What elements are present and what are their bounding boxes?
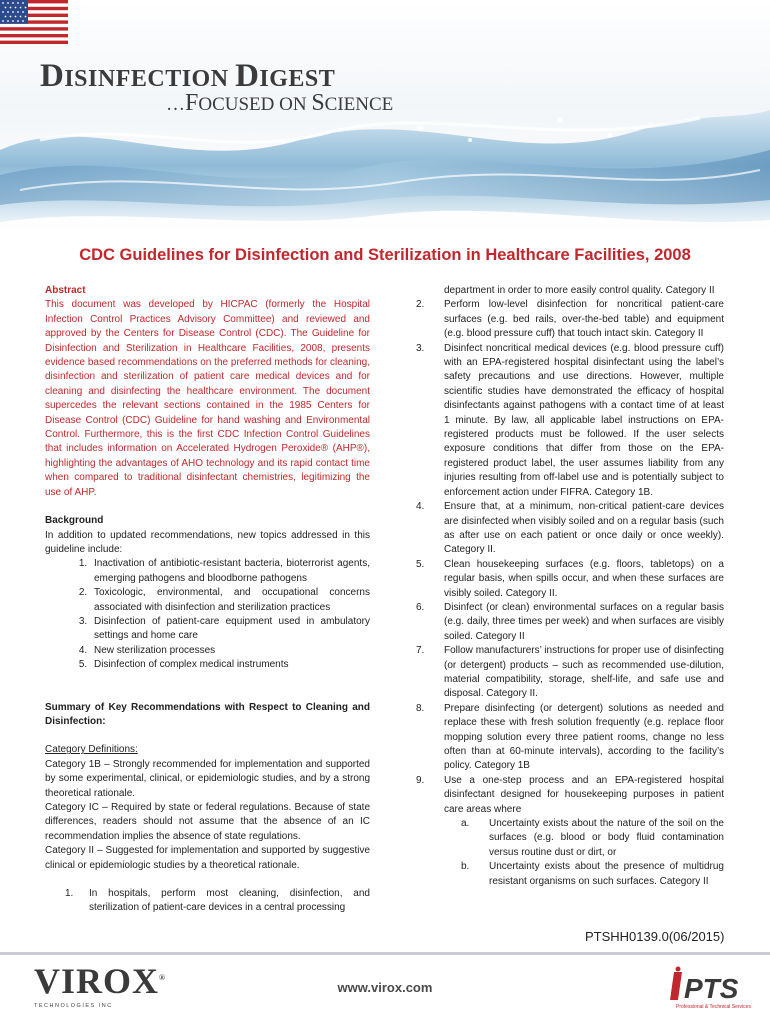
- recommendation-item: 7. Follow manufacturers’ instructions for proper use of disinfecting (or detergent) products – such as recommended use-dilution, material compatibility, storage, shelf-life, and safe use and disposal. Category II.: [416, 645, 724, 700]
- recommendation-item: 3. Disinfect noncritical medical devices (e.g. blood pressure cuff) with an EPA-registered hospital disinfectant using the label’s safety precautions and use directions. However, multiple scientific studies have demonstrated the efficacy of hospital disinfectants against pathogens with a contact time of at least 1 minute. By law, all applicable label instructions on EPA-registered products must be followed. If the user selects exposure conditions that differ from those on the EPA-registered product label, the user assumes liability from any injuries resulting from off-label use and is potentially subject to enforcement action under FIFRA. Category 1B.: [416, 342, 724, 498]
- list-item: 5. Disinfection of complex medical instruments: [90, 658, 370, 672]
- recommendation-item: 9. Use a one-step process and an EPA-registered hospital disinfectant designed for housekeeping purposes in patient care areas where: [416, 774, 724, 815]
- category-definition: Category II – Suggested for implementation and supported by suggestive clinical or epidemiologic studies by a theoretical rationale.: [45, 845, 370, 871]
- list-item: 2. Toxicologic, environmental, and occupational concerns associated with disinfection and sterilization practices: [90, 586, 370, 615]
- header-banner: [0, 0, 770, 235]
- list-item: 3. Disinfection of patient-care equipment used in ambulatory settings and home care: [90, 615, 370, 644]
- pts-logo-subtitle: Professional & Technical Services: [676, 1004, 751, 1010]
- recommendation-item: 5. Clean housekeeping surfaces (e.g. floors, tabletops) on a regular basis, when spills occur, and when these surfaces are visibly soiled. Category II.: [416, 558, 724, 599]
- list-item: 4. New sterilization processes: [90, 644, 370, 658]
- summary-heading: Summary of Key Recommendations with Respect to Cleaning and Disinfection:: [45, 701, 370, 727]
- water-splash-image: [0, 0, 770, 235]
- website-link[interactable]: www.virox.com: [337, 980, 433, 995]
- virox-logo: VIROX®: [34, 961, 166, 1001]
- pts-logo-icon: [668, 966, 740, 1006]
- right-column: [416, 284, 724, 889]
- footer-divider: [0, 952, 770, 955]
- left-column: [45, 284, 370, 916]
- list-item: 1. Inactivation of antibiotic-resistant bacteria, bioterrorist agents, emerging pathogens and bloodborne pathogens: [90, 557, 370, 586]
- abstract-heading: Abstract: [45, 285, 86, 296]
- recommendation-item-1-continued: department in order to more easily control quality. Category II: [444, 285, 715, 296]
- category-definition: Category IC – Required by state or federal regulations. Because of state differences, readers should not assume that the absence of an IC recommendation implies the absence of state regulations.: [45, 802, 370, 842]
- brand-title: DISINFECTION DIGEST: [40, 58, 336, 94]
- us-flag-icon: [0, 0, 68, 44]
- background-heading: Background: [45, 515, 104, 527]
- document-id: PTSHH0139.0(06/2015): [585, 929, 725, 944]
- brand-tagline: …FOCUSED ON SCIENCE: [166, 90, 394, 116]
- recommendation-item: 4. Ensure that, at a minimum, non-critical patient-care devices are disinfected when visibly soiled and on a regular basis (such as after use on each patient or once daily or once weekly). Category II.: [416, 501, 724, 556]
- recommendation-item: 8. Prepare disinfecting (or detergent) solutions as needed and replace these with fresh solution frequently (e.g. replace floor mopping solution every three patient rooms, change no less often than at 60-minute intervals), according to the facility’s policy. Category 1B: [416, 702, 724, 772]
- svg-text:PTS: PTS: [684, 973, 739, 1004]
- category-definitions-heading: Category Definitions:: [45, 744, 138, 756]
- virox-logo-subtitle: TECHNOLOGIES INC: [34, 1003, 113, 1009]
- document-title: CDC Guidelines for Disinfection and Sterilization in Healthcare Facilities, 2008: [79, 246, 691, 264]
- topics-list: [45, 557, 370, 672]
- recommendation-item: 2. Perform low-level disinfection for noncritical patient-care surfaces (e.g. bed rails, over-the-bed table) and equipment (e.g. blood pressure cuff) that touch intact skin. Category II: [416, 299, 724, 340]
- background-intro: In addition to updated recommendations, new topics addressed in this guideline include:: [45, 529, 370, 555]
- abstract-text: This document was developed by HICPAC (formerly the Hospital Infection Control Practices Advisory Committee) and reviewed and approved by the Centers for Disease Control (CDC). The Guideline for Disinfection and Sterilization in Healthcare Facilities, 2008, presents evidence based recommendations on the preferred methods for cleaning, disinfection and sterilization of patient care medical devices and for cleaning and disinfecting the healthcare environment. The document supercedes the relevant sections contained in the 1985 Centers for Disease Control (CDC) Guideline for hand washing and Environmental Control. Furthermore, this is the first CDC Infection Control Guidelines that includes information on Accelerated Hydrogen Peroxide® (AHP®), highlighting the advantages of AHO technology and its rapid contact time when compared to traditional disinfectant chemistries, legitimizing the use of AHP.: [45, 299, 370, 498]
- category-definition: Category 1B – Strongly recommended for implementation and supported by some experimental, clinical, or epidemiologic studies, and by a strong theoretical rationale.: [45, 758, 370, 799]
- recommendation-item: 6. Disinfect (or clean) environmental surfaces on a regular basis (e.g. daily, three times per week) and when surfaces are visibly soiled. Category II: [416, 601, 724, 642]
- recommendation-subitem: a. Uncertainty exists about the nature of the soil on the surfaces (e.g. blood or body fluid contamination versus routine dust or dirt, or: [461, 818, 724, 858]
- recommendation-subitem: b. Uncertainty exists about the presence of multidrug resistant organisms on such surfaces. Category II: [461, 861, 724, 887]
- recommendation-item-1: 1. In hospitals, perform most cleaning, disinfection, and sterilization of patient-care devices in a central processing: [65, 888, 370, 914]
